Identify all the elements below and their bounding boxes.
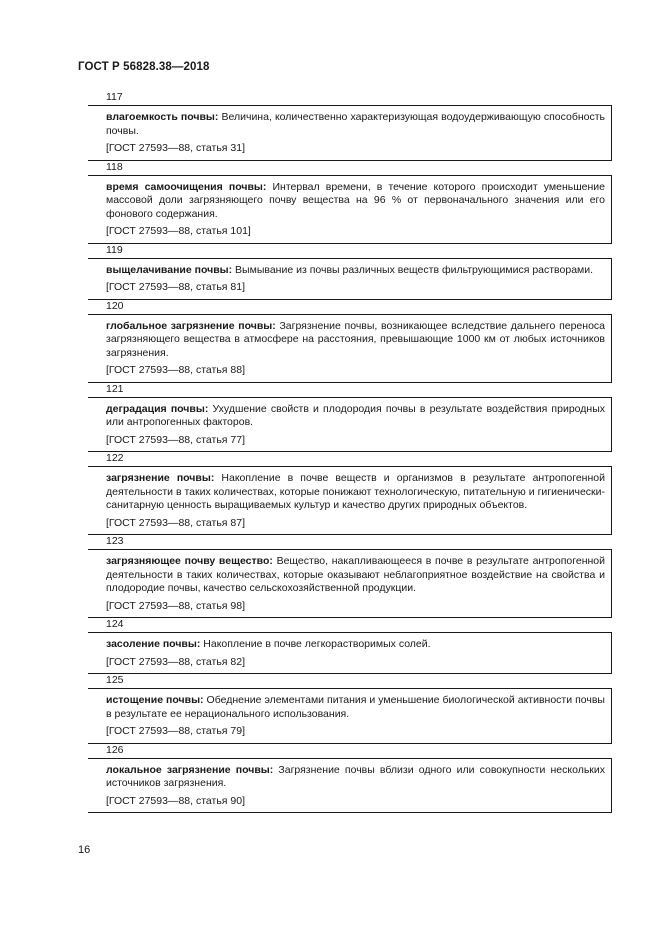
entry-number: 118 bbox=[106, 160, 123, 173]
entry-reference: [ГОСТ 27593—88, статья 79] bbox=[106, 725, 245, 737]
entry-box bbox=[88, 105, 612, 161]
entry-definition: Накопление в почве веществ и организмов в результате антропогенной деятельности в таких количествах, которые понижают технологическую, питательную и гигиенически-санитарную ценность выращиваемых культур и качество других природных объектов. bbox=[106, 472, 605, 511]
entry-text bbox=[106, 638, 605, 652]
entry-term: локальное загрязнение почвы: bbox=[106, 763, 274, 776]
entry-definition: Вещество, накапливающееся в почве в результате антропогенной деятельности в таких количествах, которые оказывают неблагоприятное воздействие на свойства и плодородие почвы, качество сельскохозяйственной продукции. bbox=[106, 555, 605, 594]
entry-definition: Накопление в почве легкорастворимых солей. bbox=[200, 638, 431, 650]
term-entry-118 bbox=[88, 161, 612, 244]
entry-definition: Величина, количественно характеризующая водоудерживающую способность почвы. bbox=[106, 111, 606, 137]
term-entry-125 bbox=[88, 674, 612, 744]
entry-term: засоление почвы: bbox=[106, 638, 201, 650]
term-entry-124 bbox=[88, 618, 612, 674]
entry-term: истощение почвы: bbox=[106, 694, 204, 706]
entry-number: 117 bbox=[106, 91, 123, 103]
entry-text bbox=[106, 264, 605, 278]
entry-text bbox=[106, 472, 605, 513]
page-number: 16 bbox=[78, 844, 91, 856]
entry-number: 126 bbox=[106, 743, 124, 756]
term-entry-119 bbox=[88, 244, 612, 300]
term-entry-120 bbox=[88, 300, 612, 383]
entry-box bbox=[88, 397, 612, 453]
entry-number: 123 bbox=[106, 535, 124, 547]
entry-box bbox=[88, 314, 612, 383]
document-header: ГОСТ Р 56828.38—2018 bbox=[78, 61, 210, 73]
entry-reference: [ГОСТ 27593—88, статья 88] bbox=[106, 364, 245, 376]
term-entry-122 bbox=[88, 452, 612, 535]
entry-box bbox=[88, 258, 612, 300]
entry-term: влагоемкость почвы: bbox=[106, 111, 219, 123]
entry-term: загрязняющее почву вещество: bbox=[106, 555, 273, 567]
entry-text bbox=[106, 694, 605, 721]
term-entry-117 bbox=[88, 91, 612, 161]
entry-number: 124 bbox=[106, 618, 124, 630]
entry-definition: Обеднение элементами питания и уменьшение биологической активности почвы в результате ее нерационального использования. bbox=[106, 694, 605, 720]
entry-text bbox=[106, 111, 605, 138]
entry-text bbox=[106, 403, 605, 430]
entry-definition: Загрязнение почвы вблизи одного или совокупности нескольких источников загрязнения. bbox=[106, 763, 605, 789]
entry-term: выщелачивание почвы: bbox=[106, 263, 233, 276]
entry-text bbox=[106, 555, 605, 596]
entry-box bbox=[88, 175, 612, 244]
entry-term: глобальное загрязнение почвы: bbox=[106, 319, 276, 332]
entry-reference: [ГОСТ 27593—88, статья 101] bbox=[106, 225, 251, 237]
entry-box bbox=[88, 758, 612, 814]
entry-term: деградация почвы: bbox=[106, 402, 209, 415]
entry-box bbox=[88, 549, 612, 618]
entry-reference: [ГОСТ 27593—88, статья 77] bbox=[106, 433, 245, 446]
entry-number: 120 bbox=[106, 299, 124, 312]
entry-definition: Вымывание из почвы различных веществ фильтрующимися растворами. bbox=[232, 263, 594, 276]
entry-box bbox=[88, 688, 612, 744]
entry-definition: Интервал времени, в течение которого происходит уменьшение массовой доли загрязняющего почву вещества на 96 % от первоначального значения или его фонового содержания. bbox=[106, 180, 605, 220]
entry-reference: [ГОСТ 27593—88, статья 31] bbox=[106, 142, 245, 154]
entry-box bbox=[88, 466, 612, 535]
term-entry-123 bbox=[88, 535, 612, 618]
entry-number: 122 bbox=[106, 452, 124, 464]
entry-term: время самоочищения почвы: bbox=[106, 180, 267, 193]
entry-reference: [ГОСТ 27593—88, статья 90] bbox=[106, 794, 245, 807]
entry-reference: [ГОСТ 27593—88, статья 98] bbox=[106, 599, 245, 612]
term-entry-126 bbox=[88, 744, 612, 814]
entry-text bbox=[106, 764, 605, 791]
entry-text bbox=[106, 181, 605, 222]
entry-reference: [ГОСТ 27593—88, статья 81] bbox=[106, 281, 245, 293]
entry-number: 119 bbox=[106, 243, 123, 256]
entry-number: 121 bbox=[106, 382, 124, 395]
entry-definition: Загрязнение почвы, возникающее вследствие дальнего переноса загрязняющего вещества в атмосфере на расстояния, превышающие 1000 км от любых источников загрязнения. bbox=[106, 319, 605, 359]
entry-term: загрязнение почвы: bbox=[106, 472, 215, 484]
entry-definition: Ухудшение свойств и плодородия почвы в результате воздействия природных или антропогенных факторов. bbox=[106, 402, 605, 428]
term-entry-121 bbox=[88, 383, 612, 453]
entry-number: 125 bbox=[106, 674, 124, 686]
entry-box bbox=[88, 632, 612, 674]
term-entries bbox=[88, 91, 612, 813]
entry-text bbox=[106, 320, 605, 361]
entry-reference: [ГОСТ 27593—88, статья 82] bbox=[106, 655, 245, 668]
entry-reference: [ГОСТ 27593—88, статья 87] bbox=[106, 516, 245, 529]
